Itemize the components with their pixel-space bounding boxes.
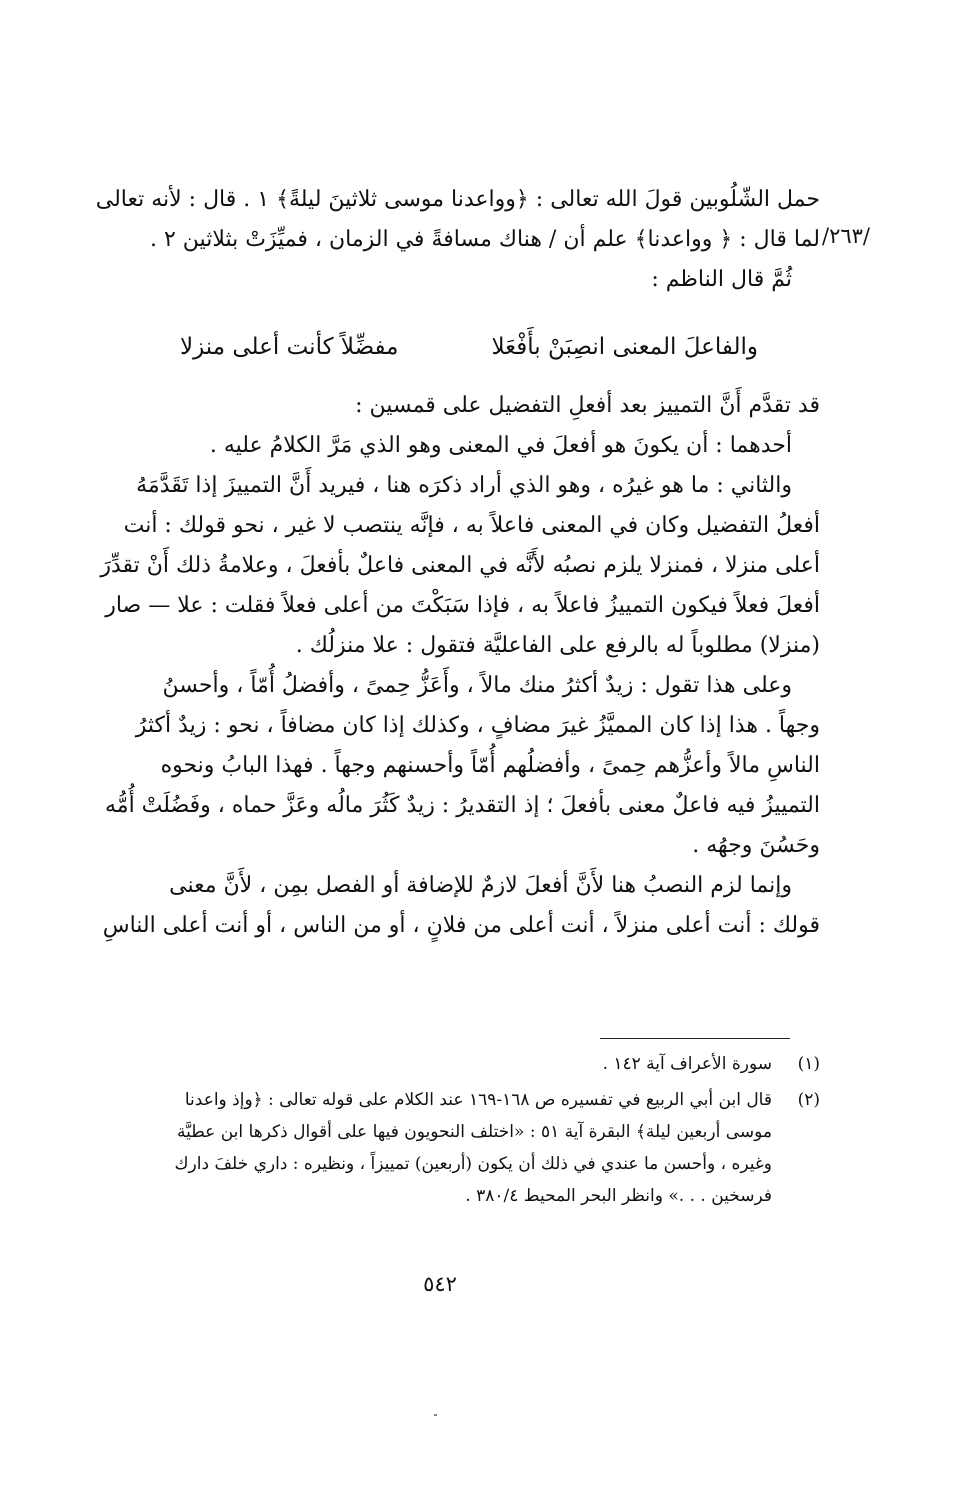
footnote-line: فرسخين . . .» وانظر البحر المحيط ٣٨٠/٤ . (465, 1186, 772, 1206)
poem-verse (180, 328, 758, 372)
text-line: ثُمَّ قال الناظم : (651, 267, 792, 292)
footnote-line: قال ابن أبي الربيع في تفسيره ص ١٦٨-١٦٩ عند الكلام على قوله تعالى : ﴿وإذ واعدنا (184, 1090, 772, 1110)
footnote-number: (١) (797, 1054, 820, 1074)
text-line: قد تقدَّم أَنَّ التمييز بعد أفعلِ التفضيل على قمسين : (355, 393, 820, 418)
footnote-text (148, 1048, 772, 1080)
text-line: لما قال : ﴿ وواعدنا﴾ علم أن / هناك مسافةً في الزمان ، فميِّزَتْ بثلاثين ٢ . (149, 227, 820, 252)
intro-paragraph (95, 180, 820, 300)
text-line: والثاني : ما هو غيرُه ، وهو الذي أراد ذكرَه هنا ، فيريد أَنَّ التمييزَ إذا تَقَدَّمَهُ (136, 473, 792, 498)
scan-speck (434, 1414, 437, 1416)
text-line: وعلى هذا تقول : زيدٌ أكثرُ منك مالاً ، وأَعَزُّ حِمىً ، وأفضلُ أُمّاً ، وأحسنُ (162, 673, 792, 698)
margin-page-reference: /٢٦٣/ (822, 224, 870, 248)
footnote-number: (٢) (797, 1090, 820, 1110)
text-line: حمل الشّلُوبين قولَ الله تعالى : ﴿وواعدنا موسى ثلاثينَ ليلةً﴾ ١ . قال : لأنه تعالى (95, 187, 820, 212)
footnote (148, 1084, 820, 1212)
body-text (100, 386, 820, 946)
footnote-line: سورة الأعراف آية ١٤٢ . (602, 1054, 772, 1074)
text-line: أحدهما : أن يكونَ هو أفعلَ في المعنى وهو الذي مَرَّ الكلامُ عليه . (209, 433, 792, 458)
text-line: وإنما لزم النصبُ هنا لأَنَّ أفعلَ لازمٌ للإضافة أو الفصل بمِن ، لأَنَّ معنى (169, 873, 792, 898)
text-line: وجهاً . هذا إذا كان المميَّزُ غيرَ مضافٍ ، وكذلك إذا كان مضافاً ، نحو : زيدٌ أكثرُ (135, 713, 820, 738)
text-line: الناسِ مالاً وأعزُّهم حِمىً ، وأفضلُهم أُمّاً وأحسنهم وجهاً . فهذا البابُ ونحوه (160, 753, 820, 778)
poem-second-hemistich: مفضِّلاً كأنت أعلى منزلا (180, 334, 399, 360)
footnote-text (148, 1084, 772, 1212)
text-line: (منزلا) مطلوباً له بالرفع على الفاعليَّة فتقول : علا منزلُك . (295, 633, 820, 658)
footnotes (148, 1048, 820, 1216)
footnote-divider (600, 1038, 790, 1039)
text-line: أفعلَ فعلاً فيكون التمييزُ فاعلاً به ، فإذا سَبَكْتَ من أعلى فعلاً فقلت : علا — صار (105, 593, 820, 618)
footnote (148, 1048, 820, 1080)
text-line: وحَسُنَ وجهُه . (692, 833, 820, 858)
page-number: ٥٤٢ (423, 1272, 457, 1296)
text-line: أعلى منزلا ، فمنزلا يلزم نصبُه لأَنَّه في المعنى فاعلٌ بأفعلَ ، وعلامةُ ذلك أَنْ تقدِّرَ (100, 553, 820, 578)
text-line: التمييزُ فيه فاعلٌ معنى بأفعلَ ؛ إذ التقديرُ : زيدٌ كَثُرَ مالُه وعَزَّ حماه ، وفَضُلَتْ أُمُّه (105, 793, 820, 818)
footnote-line: موسى أربعين ليلة﴾ البقرة آية ٥١ : «اختلف النحويون فيها على أقوال ذكرها ابن عطيَّة (176, 1122, 772, 1142)
text-line: قولك : أنت أعلى منزلاً ، أنت أعلى من فلانٍ ، أو من الناس ، أو أنت أعلى الناسِ (102, 913, 820, 938)
poem-first-hemistich: والفاعلَ المعنى انصِبَنْ بأَفْعَلا (491, 334, 758, 360)
footnote-line: وغيره ، وأحسن ما عندي في ذلك أن يكون (أربعين) تمييزاً ، ونظيره : داري خلفَ دارك (174, 1154, 772, 1174)
text-line: أفعلُ التفضيل وكان في المعنى فاعلاً به ، فإنَّه ينتصب لا غير ، نحو قولك : أنت (123, 513, 820, 538)
